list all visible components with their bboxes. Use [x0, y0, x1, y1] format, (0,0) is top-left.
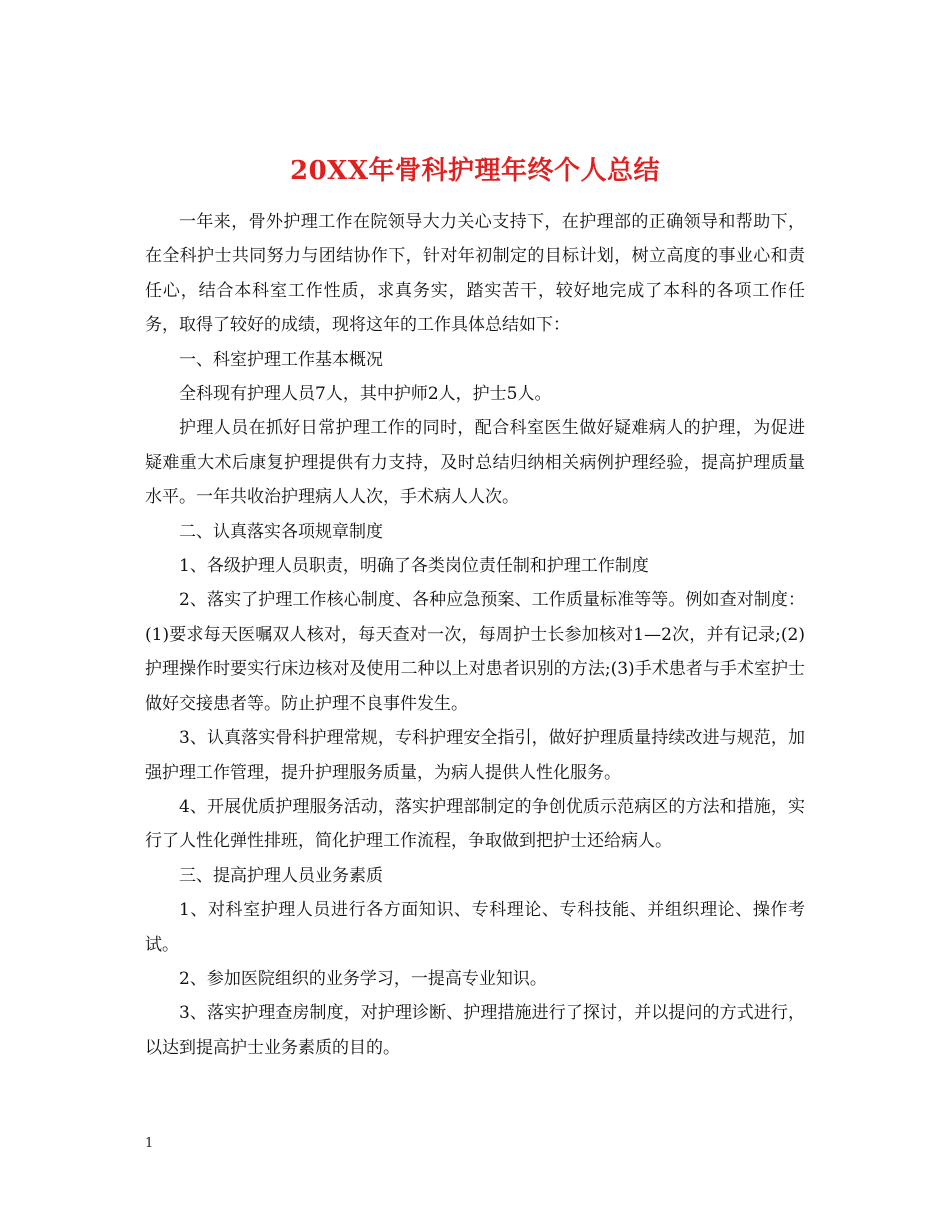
list-item-2-1: 1、各级护理人员职责，明确了各类岗位责任制和护理工作制度 — [179, 556, 649, 577]
document-body — [145, 205, 805, 1065]
section-heading-3: 三、提高护理人员业务素质 — [179, 865, 383, 886]
paragraph-intro: 一年来，骨外护理工作在院领导大力关心支持下，在护理部的正确领导和帮助下，在全科护士共同努力与团结协作下，针对年初制定的目标计划，树立高度的事业心和责任心，结合本科室工作性质，求真务实，踏实苦干，较好地完成了本科的各项工作任务，取得了较好的成绩，现将这年的工作具体总结如下： — [145, 212, 805, 336]
paragraph-nursing-work: 护理人员在抓好日常护理工作的同时，配合科室医生做好疑难病人的护理，为促进疑难重大术后康复护理提供有力支持，及时总结归纳相关病例护理经验，提高护理质量水平。一年共收治护理病人人次，手术病人人次。 — [145, 418, 805, 508]
list-item-3-1: 1、对科室护理人员进行各方面知识、专科理论、专科技能、并组织理论、操作考试。 — [145, 900, 805, 955]
list-item-3-3: 3、落实护理查房制度，对护理诊断、护理措施进行了探讨，并以提问的方式进行，以达到提高护士业务素质的目的。 — [145, 1003, 805, 1058]
list-item-3-2: 2、参加医院组织的业务学习，一提高专业知识。 — [179, 968, 547, 989]
section-heading-2: 二、认真落实各项规章制度 — [179, 521, 383, 542]
paragraph-staff-count: 全科现有护理人员7人，其中护师2人，护士5人。 — [179, 384, 552, 405]
document-title: 20XX年骨科护理年终个人总结 — [289, 156, 661, 187]
section-heading-1: 一、科室护理工作基本概况 — [179, 349, 383, 370]
page-number: 1 — [145, 1136, 154, 1151]
list-item-2-3: 3、认真落实骨科护理常规，专科护理安全指引，做好护理质量持续改进与规范，加强护理工作管理，提升护理服务质量，为病人提供人性化服务。 — [145, 728, 805, 783]
list-item-2-4: 4、开展优质护理服务活动，落实护理部制定的争创优质示范病区的方法和措施，实行了人性化弹性排班，简化护理工作流程，争取做到把护士还给病人。 — [145, 796, 805, 852]
list-item-2-2: 2、落实了护理工作核心制度、各种应急预案、工作质量标准等等。例如查对制度：(1)要求每天医嘱双人核对，每天查对一次，每周护士长参加核对1—2次，并有记录;(2)护理操作时要实行床边核对及使用二种以上对患者识别的方法;(3)手术患者与手术室护士做好交接患者等。防止护理不良事件发生。 — [145, 590, 805, 714]
